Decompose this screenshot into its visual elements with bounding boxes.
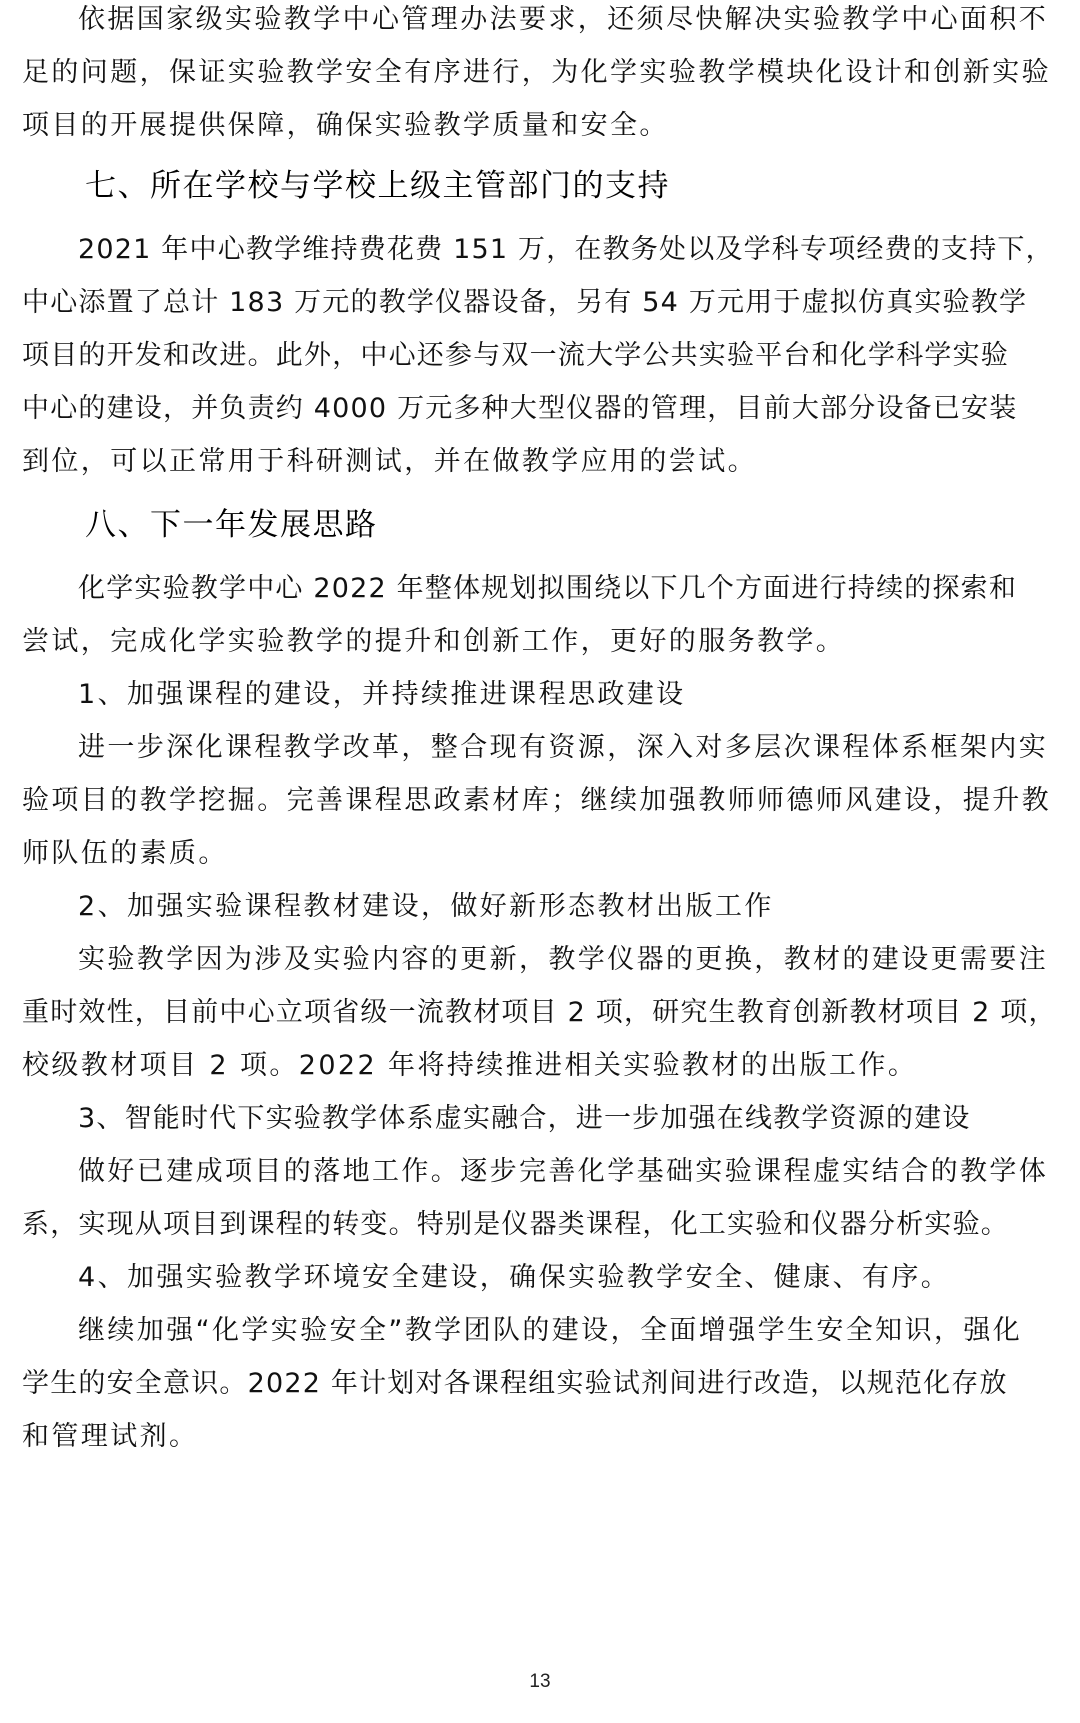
item-3-line-1: 做好已建成项目的落地工作。逐步完善化学基础实验课程虚实结合的教学体 xyxy=(78,1156,1049,1187)
section-7-line-5: 到位，可以正常用于科研测试，并在做教学应用的尝试。 xyxy=(22,446,757,477)
item-2-title: 2、加强实验课程教材建设，做好新形态教材出版工作 xyxy=(78,891,774,922)
section-7-line-3: 项目的开发和改进。此外，中心还参与双一流大学公共实验平台和化学科学实验 xyxy=(22,340,1009,371)
page-number: 13 xyxy=(529,1671,551,1692)
item-2-line-3: 校级教材项目 2 项。2022 年将持续推进相关实验教材的出版工作。 xyxy=(22,1050,918,1081)
item-1-line-2: 验项目的教学挖掘。完善课程思政素材库；继续加强教师师德师风建设，提升教 xyxy=(22,785,1051,816)
section-7-line-2: 中心添置了总计 183 万元的教学仪器设备，另有 54 万元用于虚拟仿真实验教学 xyxy=(22,287,1028,318)
item-1-line-1: 进一步深化课程教学改革，整合现有资源，深入对多层次课程体系框架内实 xyxy=(78,732,1049,763)
item-4-title: 4、加强实验教学环境安全建设，确保实验教学安全、健康、有序。 xyxy=(78,1262,951,1293)
item-2-line-1: 实验教学因为涉及实验内容的更新，教学仪器的更换，教材的建设更需要注 xyxy=(78,944,1049,975)
section-8-intro-line-1: 化学实验教学中心 2022 年整体规划拟围绕以下几个方面进行持续的探索和 xyxy=(78,573,1018,604)
item-2-line-2: 重时效性，目前中心立项省级一流教材项目 2 项，研究生教育创新教材项目 2 项， xyxy=(22,997,1057,1028)
section-7-line-4: 中心的建设，并负责约 4000 万元多种大型仪器的管理，目前大部分设备已安装 xyxy=(22,393,1018,424)
section-8-intro-line-2: 尝试，完成化学实验教学的提升和创新工作，更好的服务教学。 xyxy=(22,626,846,657)
item-3-line-2: 系，实现从项目到课程的转变。特别是仪器类课程，化工实验和仪器分析实验。 xyxy=(22,1209,1009,1240)
section-7-heading: 七、所在学校与学校上级主管部门的支持 xyxy=(85,168,670,204)
intro-line-1: 依据国家级实验教学中心管理办法要求，还须尽快解决实验教学中心面积不 xyxy=(78,4,1049,35)
item-4-line-3: 和管理试剂。 xyxy=(22,1421,199,1452)
item-4-line-1: 继续加强“化学实验安全”教学团队的建设，全面增强学生安全知识，强化 xyxy=(78,1315,1023,1346)
item-3-title: 3、智能时代下实验教学体系虚实融合，进一步加强在线教学资源的建设 xyxy=(78,1103,971,1134)
item-1-title: 1、加强课程的建设，并持续推进课程思政建设 xyxy=(78,679,686,710)
section-7-line-1: 2021 年中心教学维持费花费 151 万，在教务处以及学科专项经费的支持下， xyxy=(78,234,1054,265)
item-1-line-3: 师队伍的素质。 xyxy=(22,838,228,869)
intro-line-3: 项目的开展提供保障，确保实验教学质量和安全。 xyxy=(22,110,669,141)
intro-line-2: 足的问题，保证实验教学安全有序进行，为化学实验教学模块化设计和创新实验 xyxy=(22,57,1051,88)
section-8-heading: 八、下一年发展思路 xyxy=(85,507,378,543)
item-4-line-2: 学生的安全意识。2022 年计划对各课程组实验试剂间进行改造，以规范化存放 xyxy=(22,1368,1008,1399)
